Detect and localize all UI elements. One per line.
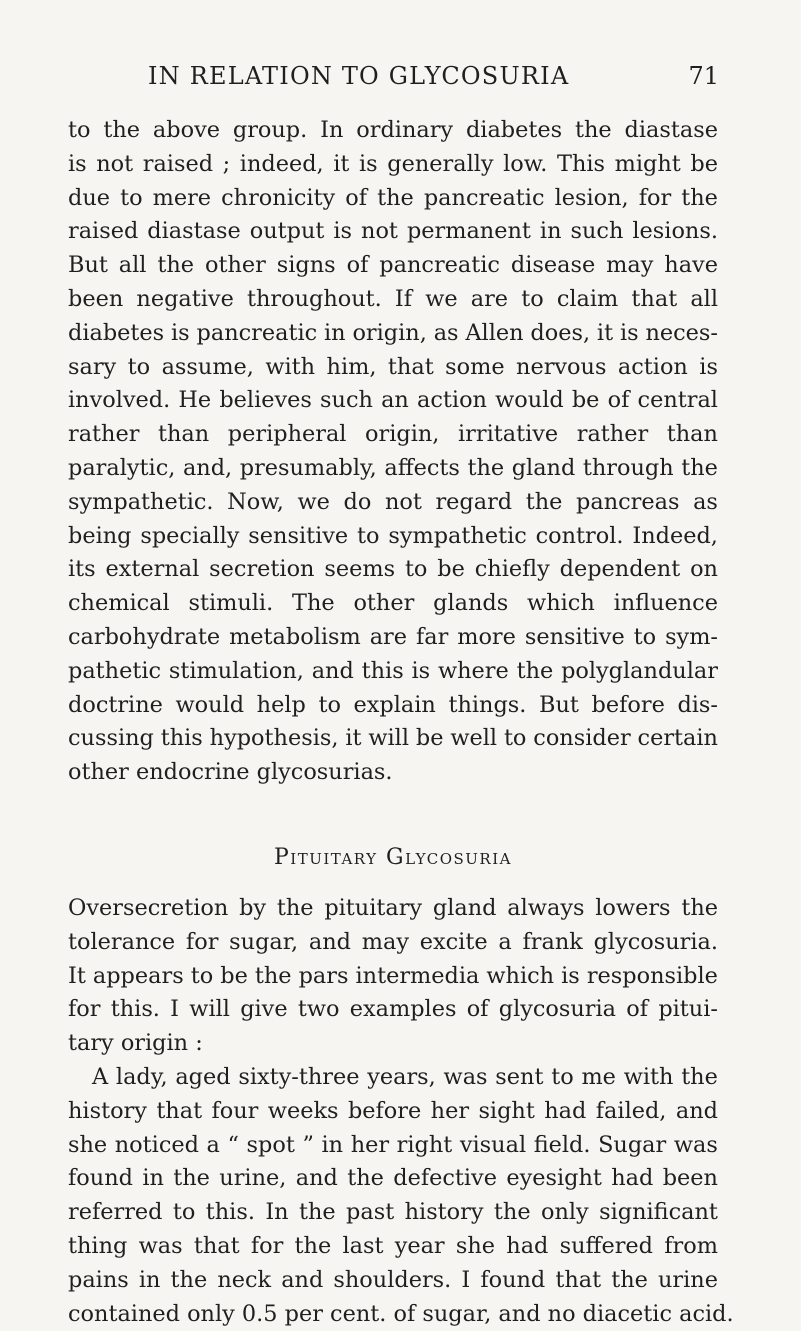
paragraph-2 — [68, 892, 718, 1061]
body-text — [68, 114, 718, 1331]
text-line: cussing this hypothesis, it will be well to consider certain — [68, 722, 718, 756]
text-line: A lady, aged sixty-three years, was sent to me with the — [68, 1061, 718, 1095]
text-line: diabetes is pancreatic in origin, as Allen does, it is neces- — [68, 317, 718, 351]
text-line: involved. He believes such an action would be of central — [68, 384, 718, 418]
text-line: tolerance for sugar, and may excite a frank glycosuria. — [68, 926, 718, 960]
text-line: been negative throughout. If we are to claim that all — [68, 283, 718, 317]
text-line: its external secretion seems to be chiefly dependent on — [68, 553, 718, 587]
text-line: Oversecretion by the pituitary gland always lowers the — [68, 892, 718, 926]
text-line: paralytic, and, presumably, affects the gland through the — [68, 452, 718, 486]
text-line: sympathetic. Now, we do not regard the pancreas as — [68, 486, 718, 520]
text-line: It appears to be the pars intermedia which is responsible — [68, 960, 718, 994]
text-line: to the above group. In ordinary diabetes the diastase — [68, 114, 718, 148]
text-line: But all the other signs of pancreatic disease may have — [68, 249, 718, 283]
text-line: other endocrine glycosurias. — [68, 756, 718, 790]
text-line: history that four weeks before her sight had failed, and — [68, 1095, 718, 1129]
text-line: being specially sensitive to sympathetic control. Indeed, — [68, 520, 718, 554]
text-line: pathetic stimulation, and this is where the polyglandular — [68, 655, 718, 689]
text-line: raised diastase output is not permanent in such lesions. — [68, 215, 718, 249]
text-line: doctrine would help to explain things. But before dis- — [68, 689, 718, 723]
page-number: 71 — [688, 62, 719, 90]
spacer — [68, 790, 718, 838]
text-line: found in the urine, and the defective eyesight had been — [68, 1162, 718, 1196]
text-line: carbohydrate metabolism are far more sensitive to sym- — [68, 621, 718, 655]
text-line: tary origin : — [68, 1027, 718, 1061]
paragraph-1 — [68, 114, 718, 790]
text-line: chemical stimuli. The other glands which influence — [68, 587, 718, 621]
text-line: pains in the neck and shoulders. I found that the urine — [68, 1264, 718, 1298]
running-head: IN RELATION TO GLYCOSURIA — [148, 62, 569, 90]
text-line: she noticed a “ spot ” in her right visual field. Sugar was — [68, 1129, 718, 1163]
text-line: referred to this. In the past history the only significant — [68, 1196, 718, 1230]
paragraph-3 — [68, 1061, 718, 1331]
text-line: due to mere chronicity of the pancreatic lesion, for the — [68, 182, 718, 216]
text-line: sary to assume, with him, that some nervous action is — [68, 351, 718, 385]
text-line: thing was that for the last year she had suffered from — [68, 1230, 718, 1264]
text-line: rather than peripheral origin, irritative rather than — [68, 418, 718, 452]
spacer — [68, 878, 718, 892]
section-heading: Pituitary Glycosuria — [68, 838, 718, 878]
page-header — [124, 62, 719, 96]
text-line: for this. I will give two examples of glycosuria of pitui- — [68, 993, 718, 1027]
text-line: is not raised ; indeed, it is generally low. This might be — [68, 148, 718, 182]
text-line: contained only 0.5 per cent. of sugar, and no diacetic acid. — [68, 1298, 718, 1331]
